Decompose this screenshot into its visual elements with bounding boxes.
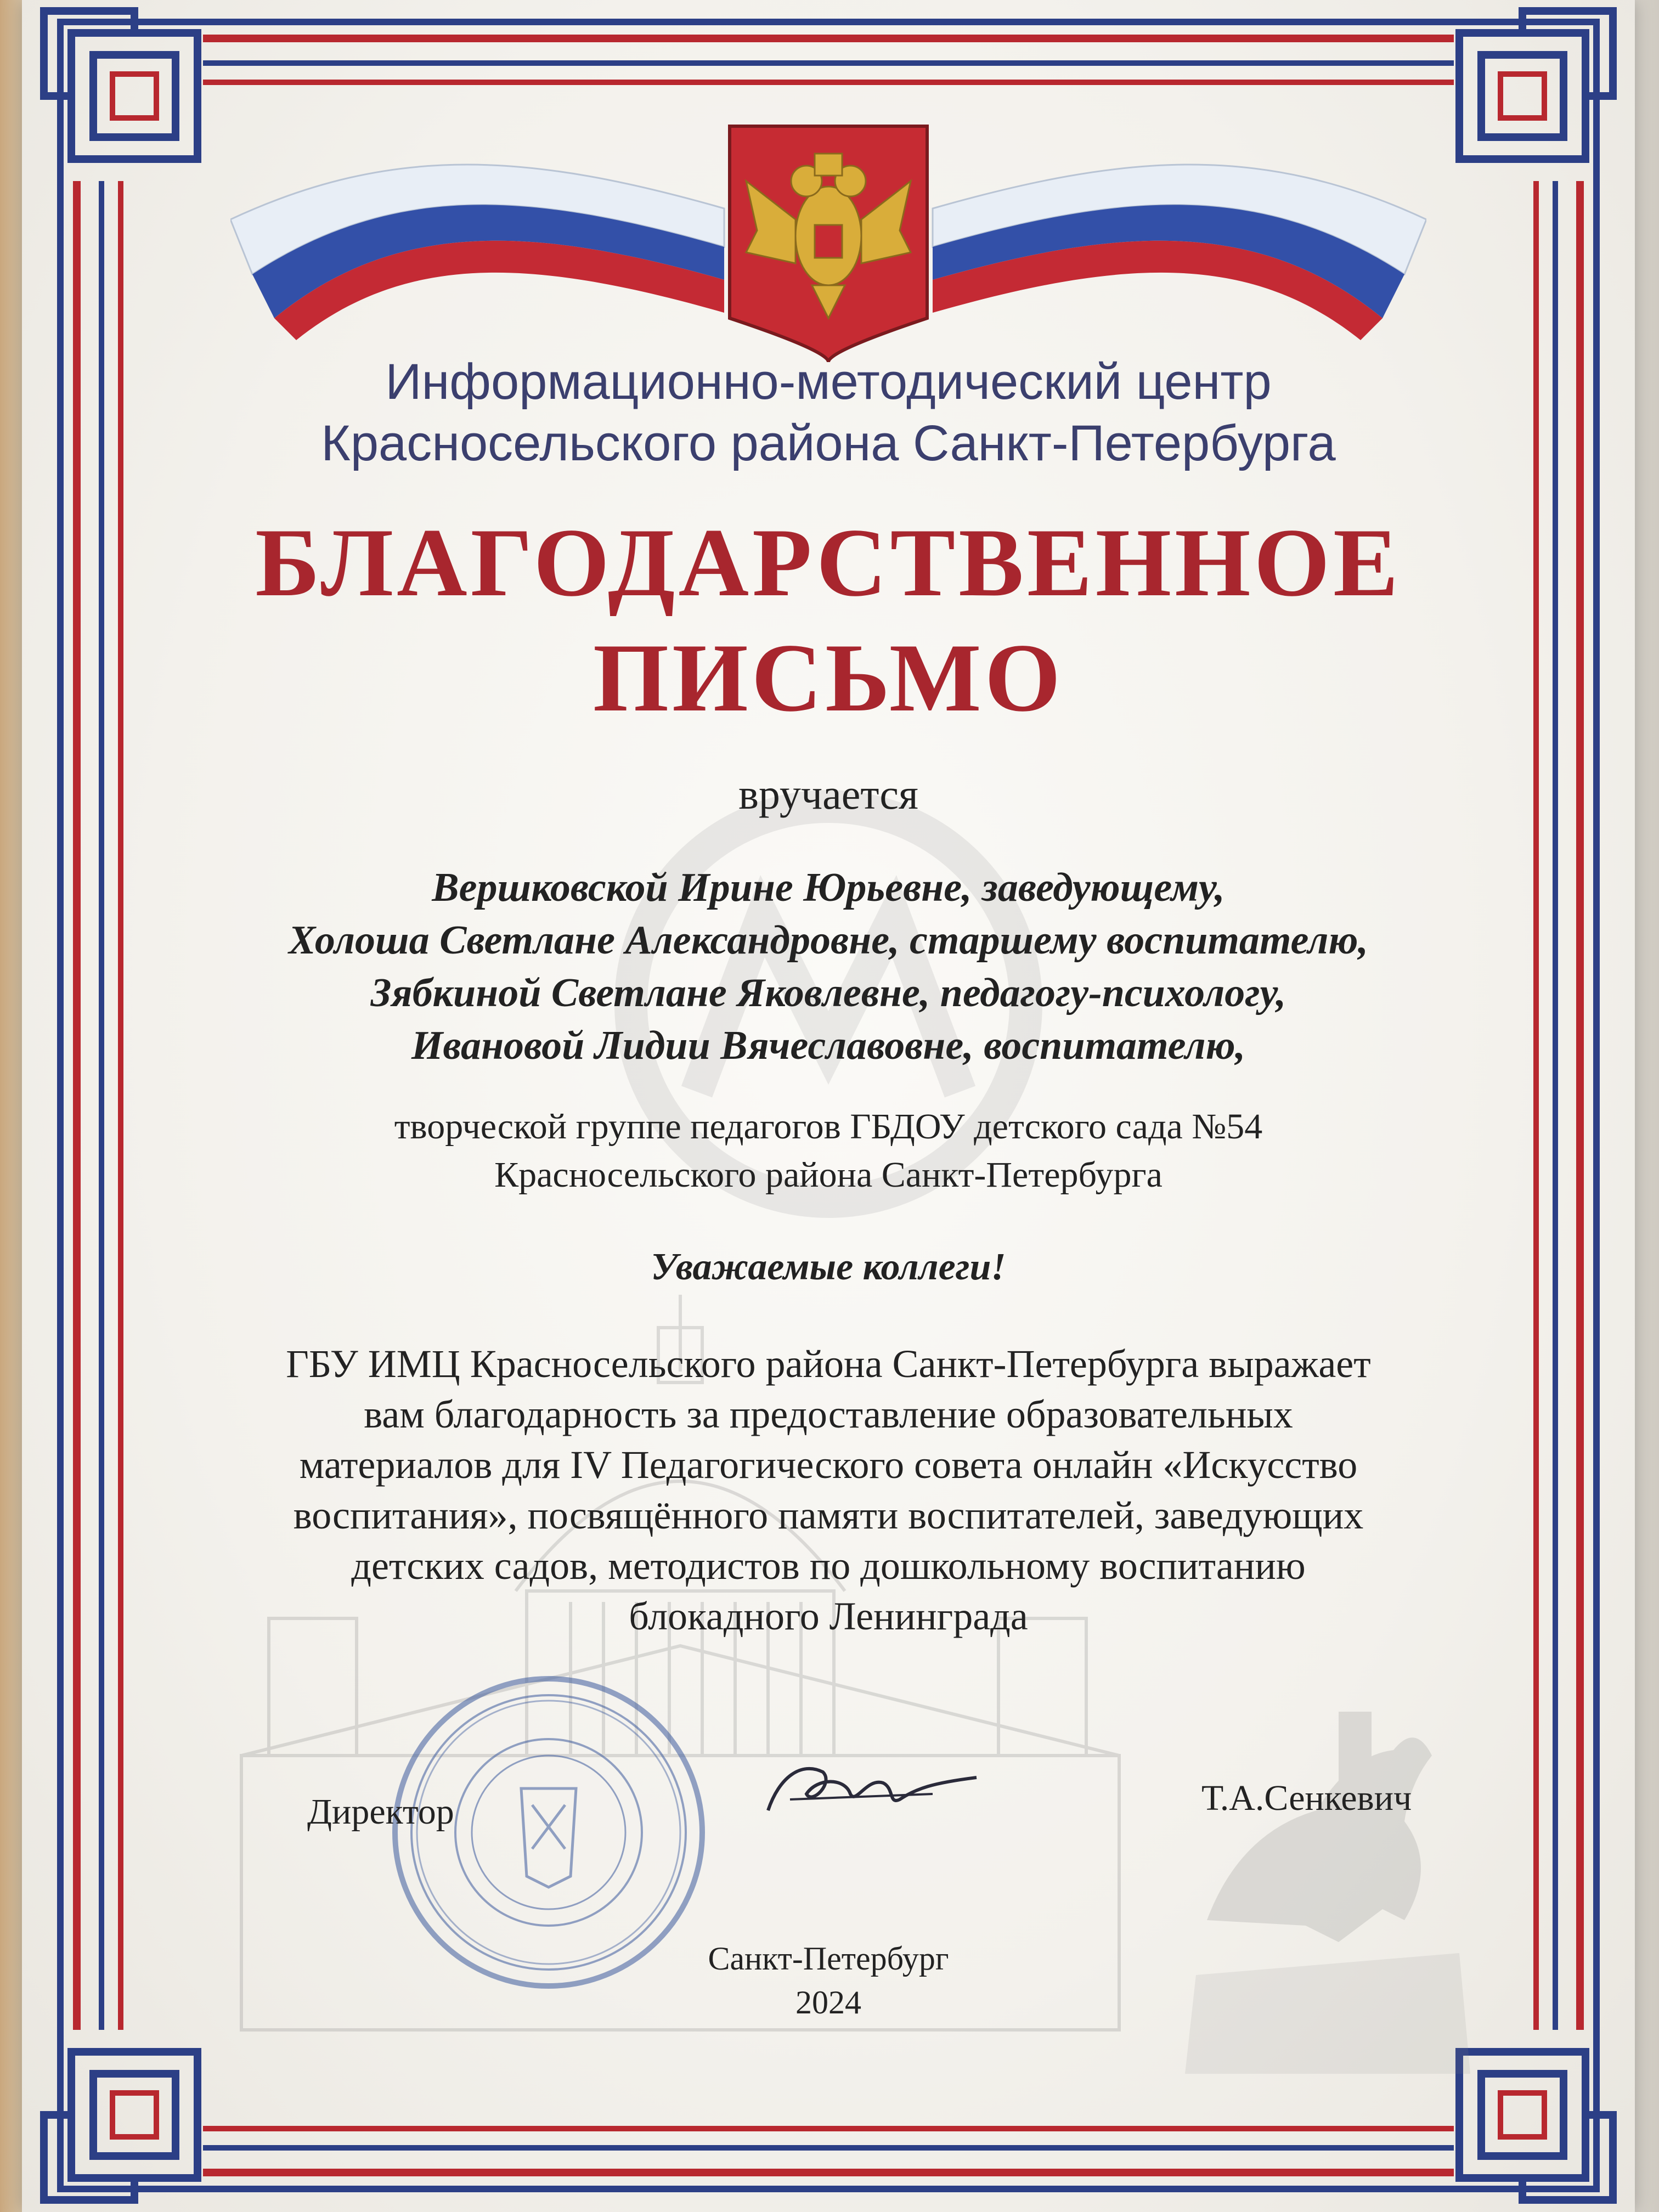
body-line: материалов для IV Педагогического совета онлайн «Искусство [299,1443,1358,1487]
recipients-list [22,861,1635,1072]
recipient-line: Ивановой Лидии Вячеславовне, воспитателю, [411,1023,1246,1068]
group-line-2: Красносельского района Санкт-Петербурга [494,1155,1163,1195]
title-line-1: БЛАГОДАРСТВЕННОЕ [255,508,1402,617]
organization-line-1: Информационно-методический центр [385,354,1272,410]
body-line: воспитания», посвящённого памяти воспитателей, заведующих [293,1493,1364,1537]
recipient-line: Зябкиной Светлане Яковлевне, педагогу-психологу, [370,970,1286,1015]
handwritten-signature [757,1745,988,1832]
body-line: ГБУ ИМЦ Красносельского района Санкт-Петербурга выражает [286,1342,1371,1386]
organization-name [22,351,1635,474]
body-line: блокадного Ленинграда [629,1594,1028,1638]
body-line: детских садов, методистов по дошкольному воспитанию [351,1544,1306,1588]
presented-to-label: вручается [738,770,918,818]
russian-coat-of-arms-icon [724,121,933,362]
title-line-2: ПИСЬМО [592,623,1064,732]
signer-role: Директор [307,1792,454,1832]
signer-name: Т.А.Сенкевич [1201,1778,1412,1818]
recipient-line: Вершковской Ирине Юрьевне, заведующему, [432,865,1225,910]
greeting: Уважаемые коллеги! [651,1246,1006,1288]
year: 2024 [795,1984,861,2021]
city: Санкт-Петербург [708,1940,949,1977]
place-and-year [22,1937,1635,2024]
certificate-sheet [22,0,1635,2212]
document-title [22,505,1635,735]
body-line: вам благодарность за предоставление образовательных [364,1392,1293,1436]
recipient-line: Холоша Светлане Александровне, старшему воспитателю, [288,918,1369,963]
organization-line-2: Красносельского района Санкт-Петербурга [321,415,1336,471]
body-text [165,1339,1492,1641]
group-line-1: творческой группе педагогов ГБДОУ детского сада №54 [394,1107,1263,1147]
group-description [22,1103,1635,1199]
